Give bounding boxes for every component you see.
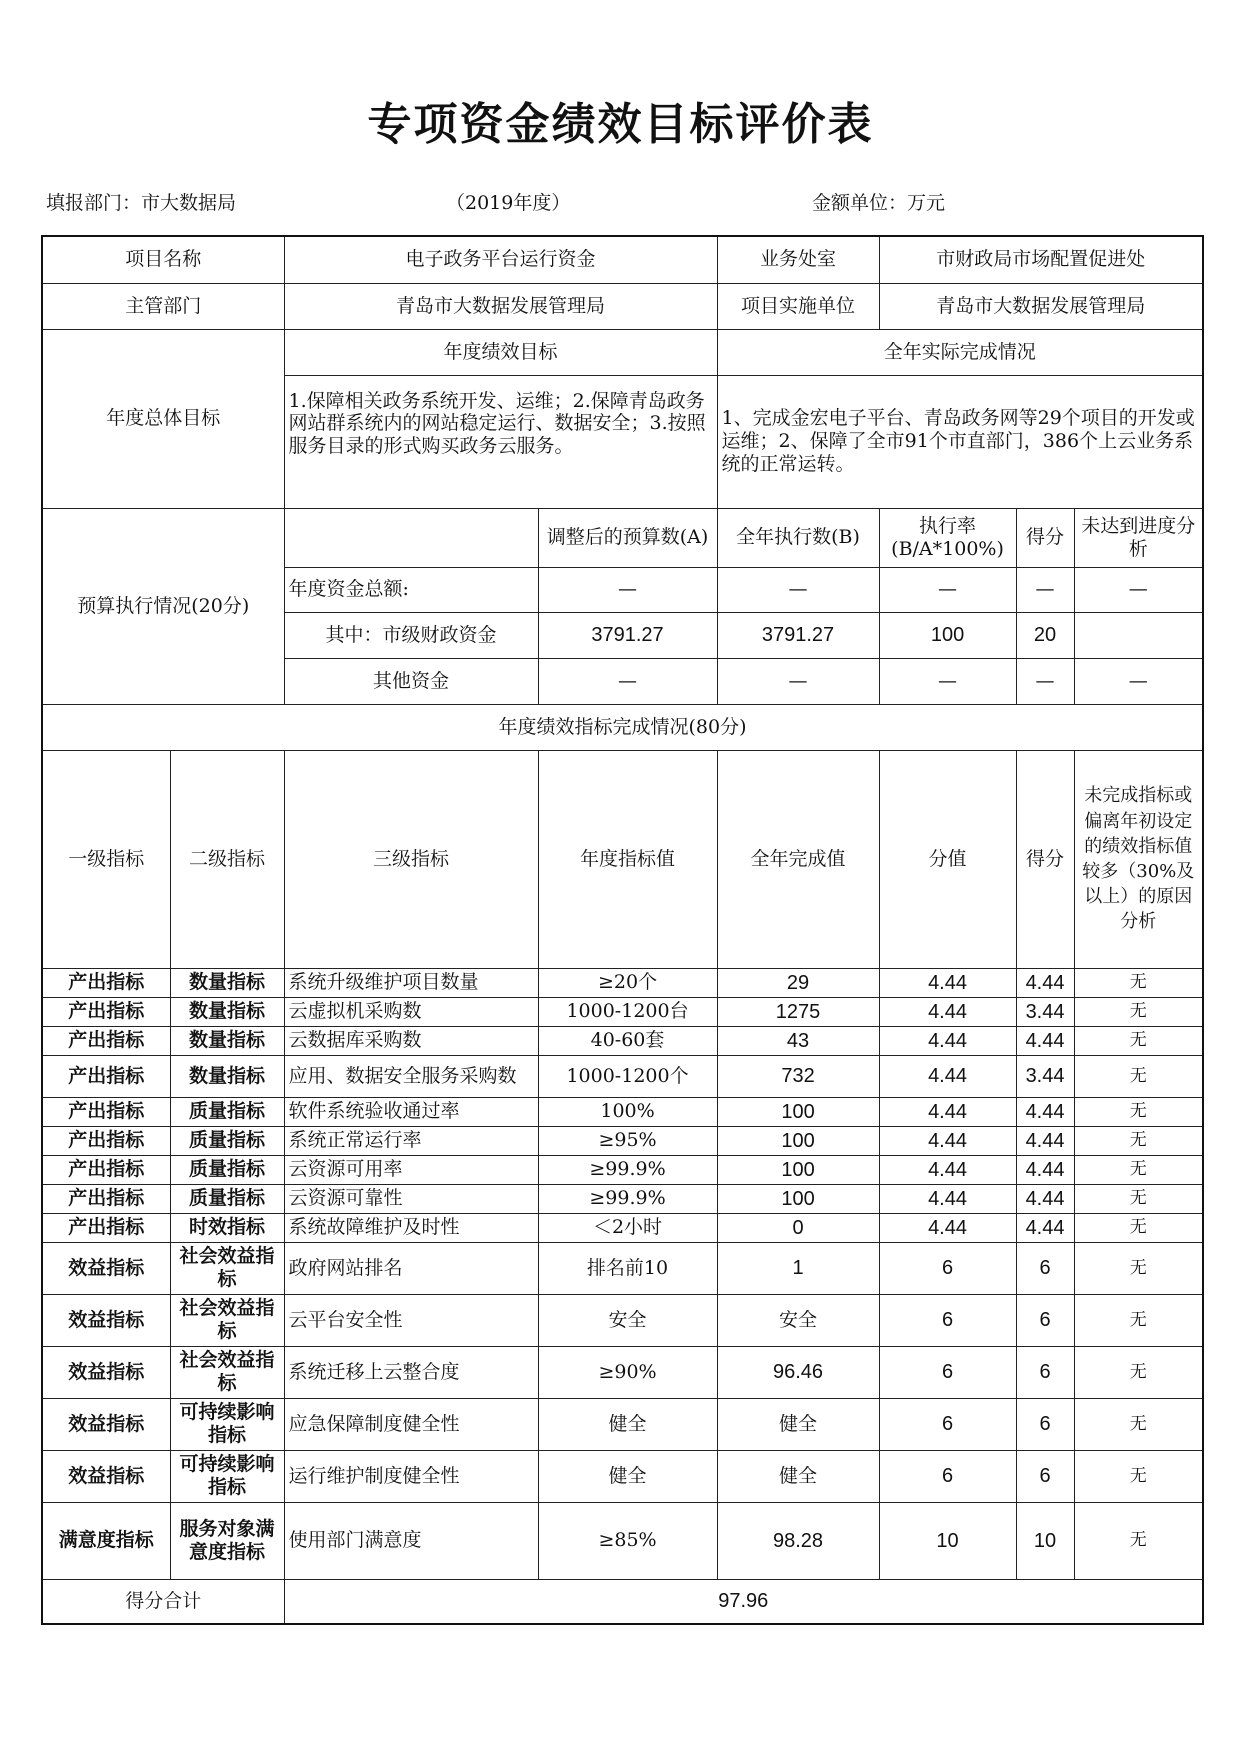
perf-target: 健全 [538, 1450, 717, 1502]
perf-level1: 满意度指标 [42, 1502, 170, 1579]
perf-actual: 0 [717, 1213, 879, 1242]
perf-weight: 6 [879, 1398, 1016, 1450]
perf-score: 4.44 [1016, 1026, 1074, 1055]
perf-level1: 效益指标 [42, 1346, 170, 1398]
perf-target: ≥20个 [538, 968, 717, 997]
perf-score: 4.44 [1016, 1184, 1074, 1213]
perf-target: ≥95% [538, 1126, 717, 1155]
goal-target-text: 1.保障相关政务系统开发、运维；2.保障青岛政务网站群系统内的网站稳定运行、数据安全；3.按照服务目录的形式购买政务云服务。 [284, 375, 717, 508]
perf-level3: 系统正常运行率 [284, 1126, 538, 1155]
budget-header-analysis: 未达到进度分析 [1074, 508, 1203, 567]
perf-reason: 无 [1074, 1184, 1203, 1213]
perf-actual: 1 [717, 1242, 879, 1294]
budget-header-rate: 执行率(B/A*100%) [879, 508, 1016, 567]
perf-score: 6 [1016, 1450, 1074, 1502]
perf-level1: 效益指标 [42, 1294, 170, 1346]
project-name: 电子政务平台运行资金 [284, 236, 717, 283]
budget-rate: — [879, 567, 1016, 612]
perf-level1: 产出指标 [42, 1097, 170, 1126]
perf-reason: 无 [1074, 1502, 1203, 1579]
perf-reason: 无 [1074, 1026, 1203, 1055]
perf-score: 4.44 [1016, 1126, 1074, 1155]
perf-row [42, 1184, 1203, 1213]
perf-target: 1000-1200个 [538, 1055, 717, 1097]
perf-score: 4.44 [1016, 1213, 1074, 1242]
evaluation-table [41, 235, 1204, 1625]
perf-score: 6 [1016, 1294, 1074, 1346]
budget-analysis [1074, 612, 1203, 658]
budget-header-row [42, 508, 1203, 567]
perf-target: 40-60套 [538, 1026, 717, 1055]
perf-level3: 云平台安全性 [284, 1294, 538, 1346]
perf-target: ≥99.9% [538, 1184, 717, 1213]
budget-blank-header [284, 508, 538, 567]
budget-analysis: — [1074, 567, 1203, 612]
perf-score: 6 [1016, 1242, 1074, 1294]
goal-actual-header: 全年实际完成情况 [717, 329, 1203, 375]
perf-actual: 732 [717, 1055, 879, 1097]
perf-target: 排名前10 [538, 1242, 717, 1294]
perf-level2: 质量指标 [170, 1126, 284, 1155]
perf-weight: 6 [879, 1294, 1016, 1346]
perf-weight: 4.44 [879, 1055, 1016, 1097]
perf-weight: 4.44 [879, 1026, 1016, 1055]
perf-reason: 无 [1074, 997, 1203, 1026]
perf-reason: 无 [1074, 1294, 1203, 1346]
budget-label: 预算执行情况(20分) [42, 508, 284, 704]
perf-header-lvl1: 一级指标 [42, 750, 170, 968]
perf-actual: 43 [717, 1026, 879, 1055]
perf-row [42, 968, 1203, 997]
perf-level1: 产出指标 [42, 1184, 170, 1213]
perf-level2: 质量指标 [170, 1155, 284, 1184]
perf-reason: 无 [1074, 1126, 1203, 1155]
perf-score: 4.44 [1016, 1155, 1074, 1184]
perf-row [42, 1398, 1203, 1450]
budget-rate: — [879, 658, 1016, 704]
perf-weight: 4.44 [879, 1213, 1016, 1242]
perf-target: 健全 [538, 1398, 717, 1450]
perf-actual: 98.28 [717, 1502, 879, 1579]
perf-level3: 应急保障制度健全性 [284, 1398, 538, 1450]
office-label: 业务处室 [717, 236, 879, 283]
impl: 青岛市大数据发展管理局 [879, 283, 1203, 329]
total-value: 97.96 [284, 1579, 1203, 1624]
perf-actual: 100 [717, 1126, 879, 1155]
perf-reason: 无 [1074, 1242, 1203, 1294]
perf-level3: 软件系统验收通过率 [284, 1097, 538, 1126]
perf-target: 安全 [538, 1294, 717, 1346]
budget-b: 3791.27 [717, 612, 879, 658]
page-title: 专项资金绩效目标评价表 [367, 99, 874, 150]
perf-target: ≥99.9% [538, 1155, 717, 1184]
budget-score: — [1016, 658, 1074, 704]
perf-actual: 安全 [717, 1294, 879, 1346]
budget-rate: 100 [879, 612, 1016, 658]
budget-row-label: 年度资金总额: [284, 567, 538, 612]
impl-label: 项目实施单位 [717, 283, 879, 329]
perf-row [42, 1502, 1203, 1579]
perf-level3: 系统故障维护及时性 [284, 1213, 538, 1242]
perf-actual: 100 [717, 1184, 879, 1213]
perf-header-lvl2: 二级指标 [170, 750, 284, 968]
perf-row [42, 1155, 1203, 1184]
perf-reason: 无 [1074, 968, 1203, 997]
budget-score: — [1016, 567, 1074, 612]
perf-score: 4.44 [1016, 968, 1074, 997]
perf-header-target: 年度指标值 [538, 750, 717, 968]
total-label: 得分合计 [42, 1579, 284, 1624]
perf-score: 6 [1016, 1398, 1074, 1450]
perf-score: 3.44 [1016, 997, 1074, 1026]
perf-level1: 产出指标 [42, 997, 170, 1026]
perf-section-row [42, 704, 1203, 750]
goal-label: 年度总体目标 [42, 329, 284, 508]
perf-score: 6 [1016, 1346, 1074, 1398]
perf-weight: 4.44 [879, 997, 1016, 1026]
perf-row [42, 1126, 1203, 1155]
perf-level3: 运行维护制度健全性 [284, 1450, 538, 1502]
perf-level1: 效益指标 [42, 1398, 170, 1450]
perf-actual: 29 [717, 968, 879, 997]
perf-level3: 政府网站排名 [284, 1242, 538, 1294]
perf-level3: 系统升级维护项目数量 [284, 968, 538, 997]
perf-target: ≥85% [538, 1502, 717, 1579]
perf-level2: 数量指标 [170, 1055, 284, 1097]
perf-section-title: 年度绩效指标完成情况(80分) [42, 704, 1203, 750]
perf-weight: 6 [879, 1450, 1016, 1502]
perf-level3: 云资源可靠性 [284, 1184, 538, 1213]
budget-a: — [538, 658, 717, 704]
info-row-1 [42, 236, 1203, 283]
perf-level2: 质量指标 [170, 1097, 284, 1126]
perf-actual: 100 [717, 1155, 879, 1184]
perf-reason: 无 [1074, 1398, 1203, 1450]
perf-reason: 无 [1074, 1346, 1203, 1398]
perf-weight: 4.44 [879, 968, 1016, 997]
fill-dept: 填报部门：市大数据局 [46, 192, 237, 214]
perf-score: 4.44 [1016, 1097, 1074, 1126]
perf-level1: 产出指标 [42, 1055, 170, 1097]
perf-weight: 6 [879, 1242, 1016, 1294]
budget-header-b: 全年执行数(B) [717, 508, 879, 567]
perf-weight: 4.44 [879, 1126, 1016, 1155]
perf-weight: 4.44 [879, 1097, 1016, 1126]
perf-row [42, 1055, 1203, 1097]
perf-level1: 效益指标 [42, 1450, 170, 1502]
perf-target: 100% [538, 1097, 717, 1126]
perf-level2: 数量指标 [170, 1026, 284, 1055]
perf-level3: 云资源可用率 [284, 1155, 538, 1184]
perf-level3: 系统迁移上云整合度 [284, 1346, 538, 1398]
office: 市财政局市场配置促进处 [879, 236, 1203, 283]
perf-level1: 产出指标 [42, 1126, 170, 1155]
perf-row [42, 1242, 1203, 1294]
budget-analysis: — [1074, 658, 1203, 704]
perf-target: 1000-1200台 [538, 997, 717, 1026]
info-row-2 [42, 283, 1203, 329]
perf-level3: 使用部门满意度 [284, 1502, 538, 1579]
perf-row [42, 1346, 1203, 1398]
total-row [42, 1579, 1203, 1624]
project-name-label: 项目名称 [42, 236, 284, 283]
goal-actual-text: 1、完成金宏电子平台、青岛政务网等29个项目的开发或运维；2、保障了全市91个市直部门，386个上云业务系统的正常运转。 [717, 375, 1203, 508]
perf-reason: 无 [1074, 1450, 1203, 1502]
budget-b: — [717, 658, 879, 704]
perf-row [42, 997, 1203, 1026]
perf-row [42, 1026, 1203, 1055]
perf-row [42, 1097, 1203, 1126]
perf-level1: 效益指标 [42, 1242, 170, 1294]
perf-level1: 产出指标 [42, 1213, 170, 1242]
perf-actual: 健全 [717, 1450, 879, 1502]
perf-row [42, 1450, 1203, 1502]
perf-actual: 96.46 [717, 1346, 879, 1398]
perf-weight: 4.44 [879, 1155, 1016, 1184]
budget-header-a: 调整后的预算数(A) [538, 508, 717, 567]
perf-level3: 云数据库采购数 [284, 1026, 538, 1055]
perf-level2: 社会效益指标 [170, 1346, 284, 1398]
perf-level1: 产出指标 [42, 968, 170, 997]
perf-header-actual: 全年完成值 [717, 750, 879, 968]
fill-year: （2019年度） [446, 192, 571, 214]
perf-score: 3.44 [1016, 1055, 1074, 1097]
perf-weight: 4.44 [879, 1184, 1016, 1213]
dept-label: 主管部门 [42, 283, 284, 329]
budget-row-label: 其他资金 [284, 658, 538, 704]
amount-unit: 金额单位：万元 [812, 192, 946, 214]
budget-score: 20 [1016, 612, 1074, 658]
perf-actual: 1275 [717, 997, 879, 1026]
perf-header-score: 得分 [1016, 750, 1074, 968]
budget-a: — [538, 567, 717, 612]
perf-level2: 数量指标 [170, 997, 284, 1026]
perf-reason: 无 [1074, 1155, 1203, 1184]
perf-level1: 产出指标 [42, 1026, 170, 1055]
perf-header-row [42, 750, 1203, 968]
perf-target: ＜2小时 [538, 1213, 717, 1242]
perf-level2: 可持续影响指标 [170, 1450, 284, 1502]
perf-level3: 云虚拟机采购数 [284, 997, 538, 1026]
perf-level2: 服务对象满意度指标 [170, 1502, 284, 1579]
perf-weight: 10 [879, 1502, 1016, 1579]
perf-row [42, 1213, 1203, 1242]
perf-level1: 产出指标 [42, 1155, 170, 1184]
perf-header-lvl3: 三级指标 [284, 750, 538, 968]
perf-level2: 可持续影响指标 [170, 1398, 284, 1450]
perf-level2: 时效指标 [170, 1213, 284, 1242]
perf-level2: 数量指标 [170, 968, 284, 997]
perf-level2: 质量指标 [170, 1184, 284, 1213]
budget-a: 3791.27 [538, 612, 717, 658]
perf-reason: 无 [1074, 1213, 1203, 1242]
perf-header-weight: 分值 [879, 750, 1016, 968]
perf-level2: 社会效益指标 [170, 1294, 284, 1346]
perf-score: 10 [1016, 1502, 1074, 1579]
perf-header-reason: 未完成指标或偏离年初设定的绩效指标值较多（30%及以上）的原因分析 [1074, 750, 1203, 968]
perf-level2: 社会效益指标 [170, 1242, 284, 1294]
perf-row [42, 1294, 1203, 1346]
perf-weight: 6 [879, 1346, 1016, 1398]
perf-actual: 100 [717, 1097, 879, 1126]
goal-header-row [42, 329, 1203, 375]
perf-target: ≥90% [538, 1346, 717, 1398]
budget-header-score: 得分 [1016, 508, 1074, 567]
perf-level3: 应用、数据安全服务采购数 [284, 1055, 538, 1097]
budget-row-label: 其中：市级财政资金 [284, 612, 538, 658]
perf-reason: 无 [1074, 1055, 1203, 1097]
perf-reason: 无 [1074, 1097, 1203, 1126]
goal-target-header: 年度绩效目标 [284, 329, 717, 375]
dept: 青岛市大数据发展管理局 [284, 283, 717, 329]
budget-b: — [717, 567, 879, 612]
perf-actual: 健全 [717, 1398, 879, 1450]
